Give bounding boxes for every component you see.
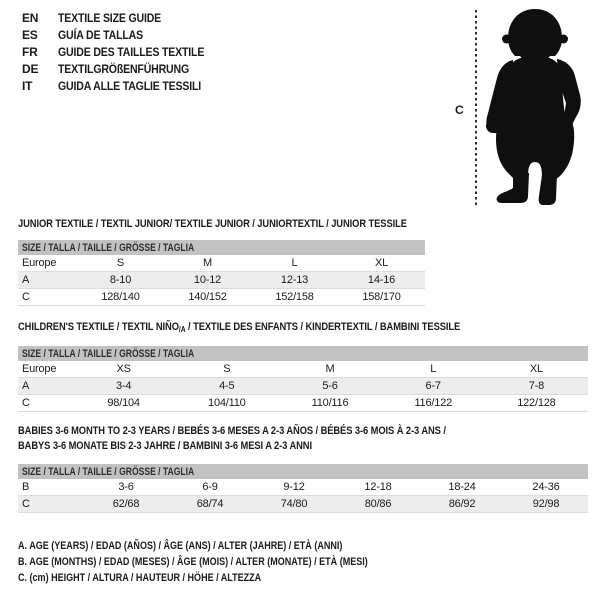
lang-title: TEXTILGRÖßENFÜHRUNG [58, 61, 190, 76]
size-cell: M [325, 363, 335, 375]
junior-size-table [18, 240, 425, 306]
language-title-list [22, 9, 224, 94]
children-section-title [18, 320, 460, 337]
title-text: / TEXTILE DES ENFANTS / KINDERTEXTIL / BAMBINI TESSILE [185, 321, 461, 333]
row-label: B [22, 481, 30, 493]
lang-code: IT [22, 78, 33, 93]
legend-notes [18, 536, 445, 584]
size-cell: L [430, 363, 437, 375]
baby-silhouette-icon [480, 5, 598, 210]
lang-row-en [22, 9, 224, 26]
size-header-label: SIZE / TALLA / TAILLE / GRÖSSE / TAGLIA [22, 241, 195, 254]
title-text: CHILDREN'S TEXTILE / TEXTIL NIÑO [18, 321, 179, 333]
value-cell: 140/152 [188, 291, 227, 303]
size-cell: L [291, 257, 298, 269]
value-cell: 158/170 [362, 291, 401, 303]
size-header-label: SIZE / TALLA / TAILLE / GRÖSSE / TAGLIA [22, 465, 195, 478]
value-cell: 5-6 [322, 380, 338, 392]
size-cell: XL [529, 363, 543, 375]
value-cell: 3-4 [115, 380, 132, 392]
title-subscript: /A [178, 325, 186, 334]
value-cell: 18-24 [448, 481, 476, 493]
value-cell: 104/110 [208, 397, 246, 409]
height-measure-label: C [455, 103, 464, 117]
babies-section-title [18, 424, 446, 454]
note-height-cm: C. (cm) HEIGHT / ALTURA / HAUTEUR / HÖHE / ALTEZZA [18, 572, 262, 584]
size-cell: S [223, 363, 231, 375]
row-label: C [22, 397, 30, 409]
note-age-months: B. AGE (MONTHS) / EDAD (MESES) / ÂGE (MOIS) / ALTER (MONATE) / ETÀ (MESI) [18, 556, 368, 568]
row-label: A [22, 274, 30, 286]
lang-title: GUIDA ALLE TAGLIE TESSILI [58, 78, 202, 93]
value-cell: 14-16 [367, 274, 396, 286]
value-cell: 122/128 [517, 397, 556, 409]
lang-row-de [22, 60, 224, 77]
size-header-bar [18, 346, 588, 361]
table-row [18, 361, 588, 378]
title-line-2: BABYS 3-6 MONATE BIS 2-3 JAHRE / BAMBINI 3-6 MESI A 2-3 ANNI [18, 440, 312, 452]
value-cell: 128/140 [101, 291, 140, 303]
lang-code: ES [22, 27, 38, 42]
value-cell: 6-7 [425, 380, 441, 392]
size-cell: XS [116, 363, 131, 375]
value-cell: 68/74 [196, 498, 224, 510]
size-cell: M [203, 257, 212, 269]
lang-title: TEXTILE SIZE GUIDE [58, 10, 162, 25]
babies-size-table [18, 464, 588, 513]
value-cell: 7-8 [528, 380, 545, 392]
value-cell: 3-6 [118, 481, 134, 493]
value-cell: 6-9 [202, 481, 218, 493]
value-cell: 12-18 [364, 481, 392, 493]
row-label: Europe [22, 363, 57, 375]
lang-title: GUIDE DES TAILLES TEXTILE [58, 44, 205, 59]
lang-code: FR [22, 44, 38, 59]
value-cell: 12-13 [280, 274, 309, 286]
table-row [18, 479, 588, 496]
lang-code: DE [22, 61, 39, 76]
value-cell: 4-5 [219, 380, 235, 392]
size-cell: S [116, 257, 125, 269]
lang-row-es [22, 26, 224, 43]
size-cell: XL [374, 257, 389, 269]
junior-section-title: JUNIOR TEXTILE / TEXTIL JUNIOR/ TEXTILE JUNIOR / JUNIORTEXTIL / JUNIOR TESSILE [18, 218, 407, 230]
lang-code: EN [22, 10, 39, 25]
note-age-years: A. AGE (YEARS) / EDAD (AÑOS) / ÂGE (ANS) / ALTER (JAHRE) / ETÀ (ANNI) [18, 540, 343, 552]
value-cell: 9-12 [283, 481, 305, 493]
lang-row-it [22, 77, 224, 94]
row-label: Europe [22, 257, 57, 269]
size-header-bar [18, 240, 425, 255]
table-row [18, 378, 588, 395]
lang-row-fr [22, 43, 224, 60]
value-cell: 80/86 [364, 498, 392, 510]
value-cell: 62/68 [112, 498, 140, 510]
table-row [18, 395, 588, 412]
lang-title: GUÍA DE TALLAS [58, 27, 143, 42]
table-row [18, 289, 425, 306]
value-cell: 98/104 [107, 397, 140, 409]
value-cell: 116/122 [414, 397, 452, 409]
value-cell: 110/116 [311, 397, 349, 409]
value-cell: 92/98 [532, 498, 560, 510]
table-row [18, 255, 425, 272]
title-line-1: BABIES 3-6 MONTH TO 2-3 YEARS / BEBÉS 3-6 MESES A 2-3 AÑOS / BÉBÉS 3-6 MOIS À 2-3 ANS / [18, 425, 446, 437]
value-cell: 74/80 [280, 498, 308, 510]
size-header-bar [18, 464, 588, 479]
table-row [18, 496, 588, 513]
value-cell: 86/92 [448, 498, 476, 510]
value-cell: 10-12 [193, 274, 222, 286]
value-cell: 152/158 [275, 291, 314, 303]
table-row [18, 272, 425, 289]
height-measure-line [475, 10, 477, 206]
size-header-label: SIZE / TALLA / TAILLE / GRÖSSE / TAGLIA [22, 347, 195, 360]
row-label: A [22, 380, 30, 392]
row-label: C [22, 498, 30, 510]
value-cell: 24-36 [532, 481, 560, 493]
row-label: C [22, 291, 30, 303]
children-size-table [18, 346, 588, 412]
value-cell: 8-10 [109, 274, 132, 286]
